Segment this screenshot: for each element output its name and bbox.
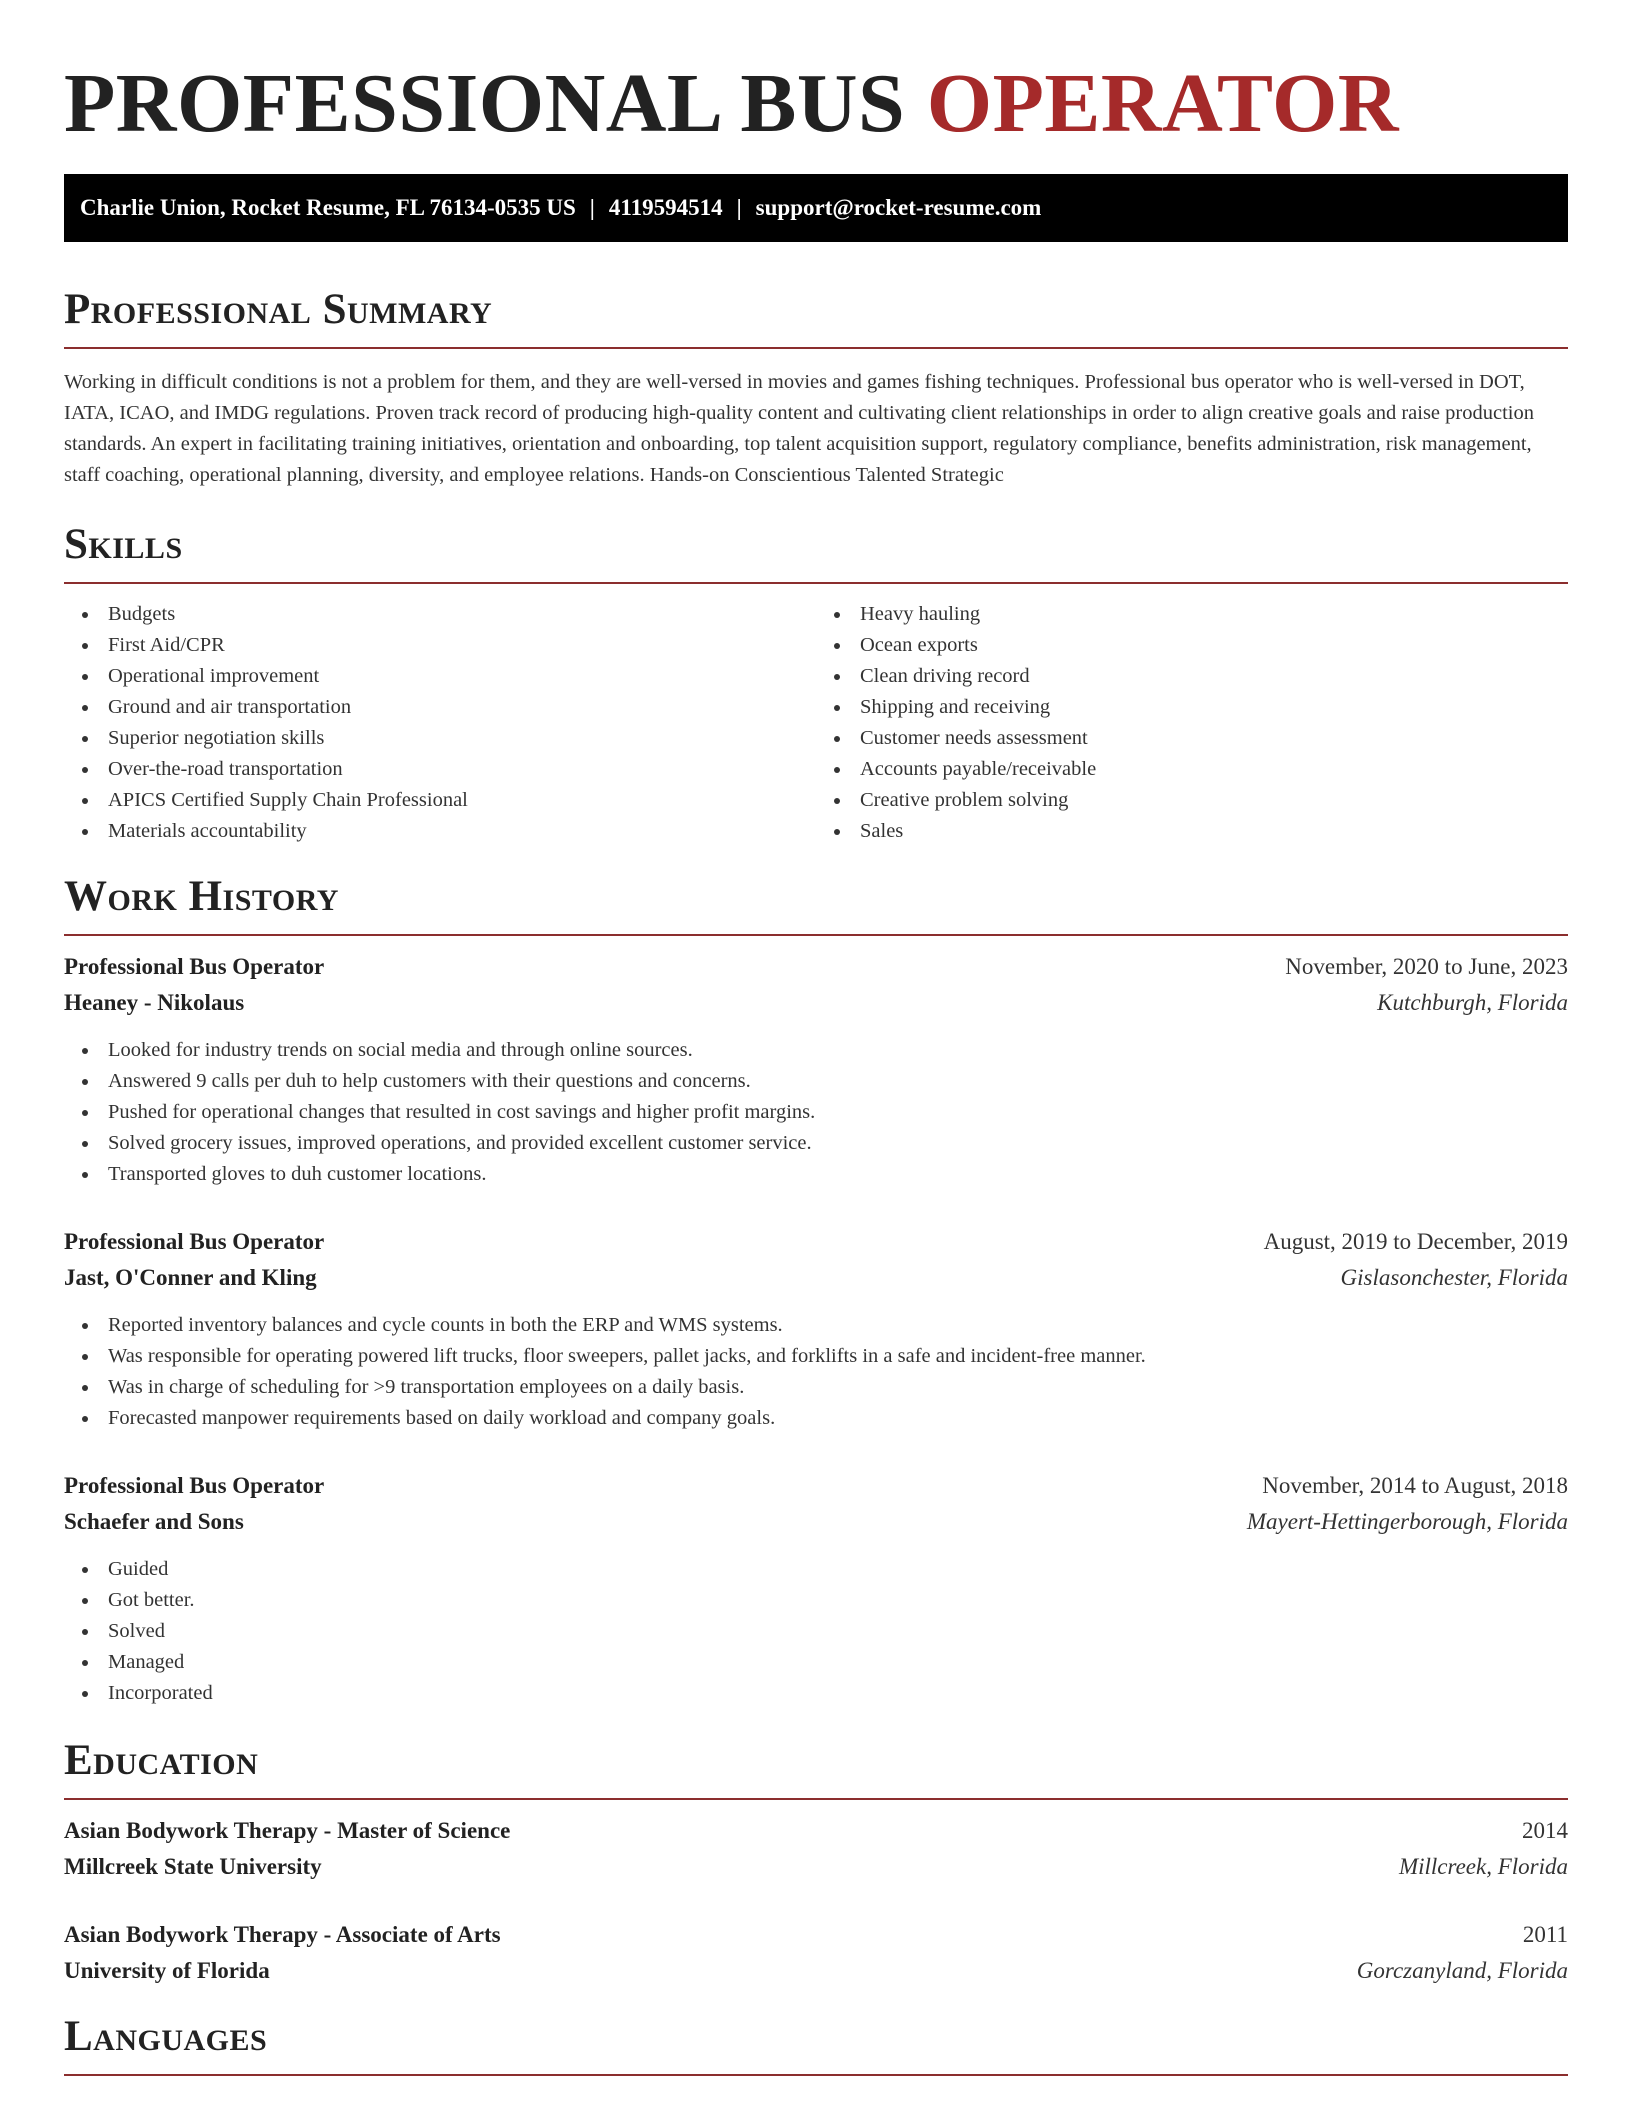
job-company-row [64,1504,1568,1540]
job-title: Professional Bus Operator [64,1229,325,1254]
job-bullets [64,1554,1568,1709]
job-bullet: Solved grocery issues, improved operations, and provided excellent customer service. [64,1128,1568,1159]
job-dates: November, 2020 to June, 2023 [1285,954,1568,979]
summary-section [64,284,1568,491]
job-company-row [64,985,1568,1021]
contact-email: support@rocket-resume.com [755,195,1042,220]
languages-heading: Languages [64,2013,268,2060]
job-bullets [64,1035,1568,1190]
contact-bar [64,174,1568,242]
skills-heading: Skills [64,521,183,568]
job-location: Gislasonchester, Florida [1340,1265,1568,1290]
job-bullet: Was in charge of scheduling for >9 transportation employees on a daily basis. [64,1372,1568,1403]
skills-column-left [64,599,816,847]
contact-separator: | [736,195,742,220]
section-divider [64,2074,1568,2076]
education-year: 2014 [1522,1818,1568,1843]
job-company: Heaney - Nikolaus [64,990,245,1015]
job-bullet: Managed [64,1647,1568,1678]
skill-item: Operational improvement [64,661,816,692]
education-year: 2011 [1522,1922,1568,1947]
work-history-heading: Work History [64,873,339,920]
summary-heading: Professional Summary [64,286,493,333]
job-dates: August, 2019 to December, 2019 [1263,1229,1568,1254]
job-location: Mayert-Hettingerborough, Florida [1246,1509,1568,1534]
job-bullets [64,1310,1568,1434]
education-section [64,1735,1568,1989]
title-main: PROFESSIONAL BUS [64,57,906,150]
skill-item: APICS Certified Supply Chain Professional [64,785,816,816]
skill-item: Ocean exports [816,630,1568,661]
skill-item: Over-the-road transportation [64,754,816,785]
job-title: Professional Bus Operator [64,954,325,979]
job-bullet: Got better. [64,1585,1568,1616]
job-company-row [64,1260,1568,1296]
job-bullet: Answered 9 calls per duh to help customers with their questions and concerns. [64,1066,1568,1097]
contact-phone: 4119594514 [608,195,723,220]
section-divider [64,582,1568,584]
job-dates: November, 2014 to August, 2018 [1262,1473,1568,1498]
education-degree: Asian Bodywork Therapy - Master of Science [64,1818,511,1843]
job-header-row [64,1224,1568,1260]
job-bullet: Pushed for operational changes that resulted in cost savings and higher profit margins. [64,1097,1568,1128]
job-entry [64,1224,1568,1434]
job-bullet: Solved [64,1616,1568,1647]
skill-item: Budgets [64,599,816,630]
resume-title [64,0,1568,154]
work-history-section [64,871,1568,1709]
education-heading: Education [64,1737,259,1784]
job-company: Schaefer and Sons [64,1509,244,1534]
job-bullet: Incorporated [64,1678,1568,1709]
skill-item: Heavy hauling [816,599,1568,630]
job-entry [64,949,1568,1190]
title-accent: OPERATOR [926,57,1400,150]
languages-section [64,2011,1568,2076]
education-location: Millcreek, Florida [1398,1854,1568,1879]
skill-item: Shipping and receiving [816,692,1568,723]
skill-item: Superior negotiation skills [64,723,816,754]
education-location: Gorczanyland, Florida [1356,1958,1568,1983]
skill-item: First Aid/CPR [64,630,816,661]
education-school-row [64,1849,1568,1885]
education-school-row [64,1953,1568,1989]
contact-separator: | [589,195,595,220]
job-location: Kutchburgh, Florida [1377,990,1568,1015]
section-divider [64,347,1568,349]
contact-address: Charlie Union, Rocket Resume, FL 76134-0535 US [80,195,576,220]
section-divider [64,934,1568,936]
skill-item: Clean driving record [816,661,1568,692]
education-degree: Asian Bodywork Therapy - Associate of Arts [64,1922,501,1947]
job-bullet: Was responsible for operating powered lift trucks, floor sweepers, pallet jacks, and forklifts in a safe and incident-free manner. [64,1341,1568,1372]
skill-item: Creative problem solving [816,785,1568,816]
education-school: University of Florida [64,1958,270,1983]
skill-item: Sales [816,816,1568,847]
skill-item: Materials accountability [64,816,816,847]
education-degree-row [64,1917,1568,1953]
job-company: Jast, O'Conner and Kling [64,1265,317,1290]
education-degree-row [64,1813,1568,1849]
summary-text: Working in difficult conditions is not a problem for them, and they are well-versed in movies and games fishing techniques. Professional bus operator who is well-versed in DOT, IATA, ICAO, and IMDG regulations. Proven track record of producing high-quality content and cultivating client relationships in order to align creative goals and raise production standards. An expert in facilitating training initiatives, orientation and onboarding, top talent acquisition support, regulatory compliance, benefits administration, risk management, staff coaching, operational planning, diversity, and employee relations. Hands-on Conscientious Talented Strategic [64,371,1534,486]
job-bullet: Reported inventory balances and cycle counts in both the ERP and WMS systems. [64,1310,1568,1341]
job-bullet: Looked for industry trends on social media and through online sources. [64,1035,1568,1066]
section-divider [64,1798,1568,1800]
education-entry [64,1813,1568,1885]
skill-item: Customer needs assessment [816,723,1568,754]
job-title: Professional Bus Operator [64,1473,325,1498]
skill-item: Ground and air transportation [64,692,816,723]
job-bullet: Transported gloves to duh customer locations. [64,1159,1568,1190]
skill-item: Accounts payable/receivable [816,754,1568,785]
job-bullet: Forecasted manpower requirements based on daily workload and company goals. [64,1403,1568,1434]
job-bullet: Guided [64,1554,1568,1585]
skills-section [64,519,1568,847]
education-school: Millcreek State University [64,1854,322,1879]
skills-grid [64,599,1568,847]
job-entry [64,1468,1568,1709]
skills-column-right [816,599,1568,847]
education-entry [64,1917,1568,1989]
job-header-row [64,1468,1568,1504]
job-header-row [64,949,1568,985]
